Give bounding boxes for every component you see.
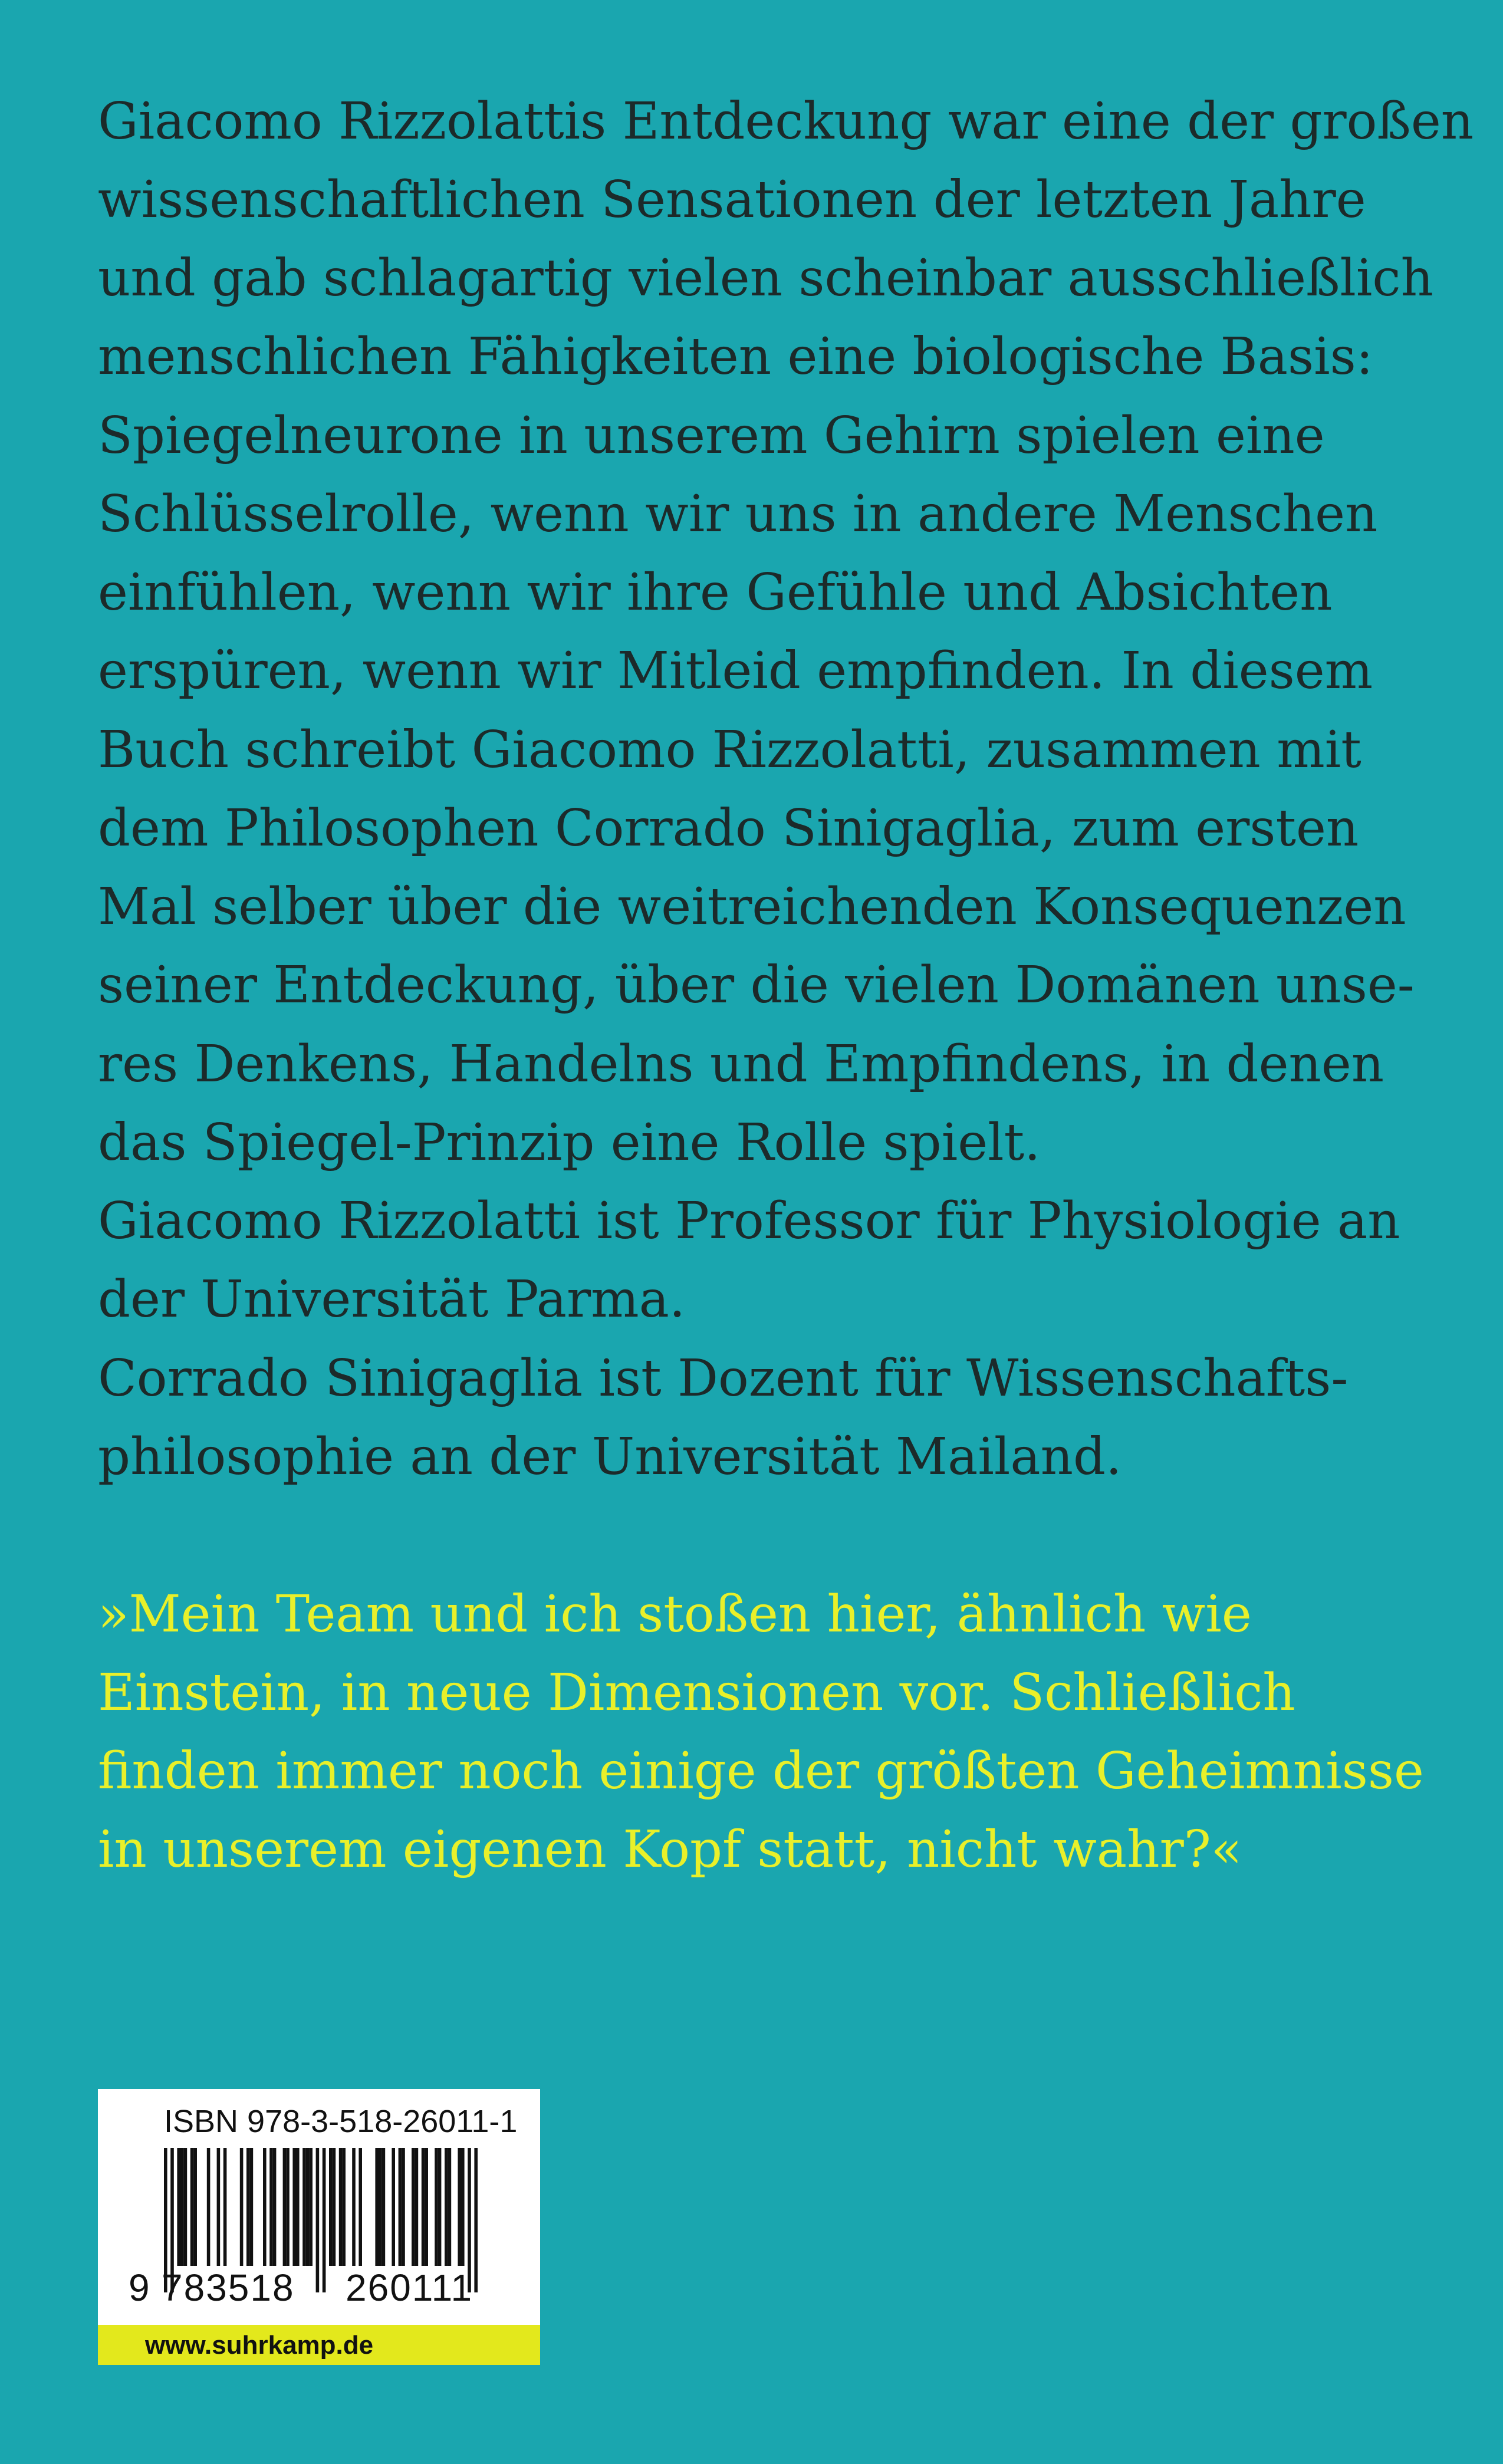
description-line-7: einfühlen, wenn wir ihre Gefühle und Absichten [98, 563, 1333, 622]
author-bio-line-3: Corrado Sinigaglia ist Dozent für Wissenschafts- [98, 1349, 1349, 1408]
description-line-2: wissenschaftlichen Sensationen der letzten Jahre [98, 170, 1366, 229]
barcode-bar [306, 2148, 310, 2266]
barcode-bar [263, 2148, 267, 2266]
barcode-bar [402, 2148, 405, 2266]
barcode-bar [240, 2148, 244, 2266]
barcode-bar [458, 2148, 461, 2266]
quote-line-4: in unserem eigenen Kopf statt, nicht wahr?« [98, 1820, 1242, 1879]
description-line-10: dem Philosophen Corrado Sinigaglia, zum ersten [98, 799, 1359, 858]
barcode-bar [392, 2148, 395, 2266]
barcode-bar [269, 2148, 273, 2266]
barcode-bar [415, 2148, 419, 2266]
barcode-bar [296, 2148, 300, 2266]
description-line-6: Schlüsselrolle, wenn wir uns in andere Menschen [98, 485, 1378, 544]
author-bio-line-2: der Universität Parma. [98, 1270, 686, 1329]
barcode-bar [382, 2148, 386, 2266]
barcode-bar [286, 2148, 290, 2266]
barcode-bar [339, 2148, 343, 2266]
barcode-bar [180, 2148, 184, 2266]
description-line-5: Spiegelneurone in unserem Gehirn spielen eine [98, 406, 1325, 465]
barcode-bar [435, 2148, 438, 2266]
barcode-bar [352, 2148, 356, 2266]
barcode-bar [292, 2148, 296, 2266]
description-line-11: Mal selber über die weitreichenden Konsequenzen [98, 877, 1406, 936]
barcode-bar [273, 2148, 277, 2266]
barcode-digits-right: 260111 [346, 2266, 473, 2309]
description-line-4: menschlichen Fähigkeiten eine biologische Basis: [98, 327, 1373, 386]
author-bio-line-4: philosophie an der Universität Mailand. [98, 1427, 1122, 1486]
barcode-bar [177, 2148, 180, 2266]
barcode-bar [193, 2148, 197, 2266]
barcode-bar [333, 2148, 336, 2266]
quote-line-3: finden immer noch einige der größten Geheimnisse [98, 1742, 1424, 1801]
barcode-bar [190, 2148, 194, 2266]
description-line-3: und gab schlagartig vielen scheinbar ausschließlich [98, 249, 1433, 308]
barcode-bar [250, 2148, 254, 2266]
barcode-bar [438, 2148, 442, 2266]
barcode-bar [246, 2148, 250, 2266]
author-bio-line-1: Giacomo Rizzolatti ist Professor für Physiologie an [98, 1192, 1400, 1251]
barcode-bar [359, 2148, 362, 2266]
description-line-8: erspüren, wenn wir Mitleid empfinden. In diesem [98, 642, 1373, 700]
barcode-bar [445, 2148, 448, 2266]
barcode-bar [425, 2148, 428, 2266]
barcode-guard-bar [323, 2148, 326, 2292]
publisher-url[interactable]: www.suhrkamp.de [145, 2331, 374, 2360]
barcode-bar [223, 2148, 227, 2266]
barcode-bar [422, 2148, 425, 2266]
publisher-strip [98, 2325, 540, 2365]
barcode-bar [448, 2148, 452, 2266]
quote-line-2: Einstein, in neue Dimensionen vor. Schließlich [98, 1663, 1295, 1722]
barcode-bar [412, 2148, 415, 2266]
barcode-digits-left: 783518 [162, 2266, 295, 2309]
barcode-bar [399, 2148, 402, 2266]
description-line-1: Giacomo Rizzolattis Entdeckung war eine der großen [98, 92, 1474, 151]
isbn-barcode-box [98, 2089, 540, 2365]
barcode-bar [302, 2148, 306, 2266]
barcode-bar [283, 2148, 287, 2266]
description-line-13: res Denkens, Handelns und Empfindens, in denen [98, 1035, 1384, 1094]
quote-line-1: »Mein Team und ich stoßen hier, ähnlich wie [98, 1585, 1252, 1644]
barcode-bar [184, 2148, 188, 2266]
description-line-9: Buch schreibt Giacomo Rizzolatti, zusammen mit [98, 721, 1361, 779]
barcode-bar [461, 2148, 465, 2266]
barcode-guard-bar [474, 2148, 478, 2292]
barcode-bar [329, 2148, 333, 2266]
barcode-bar [342, 2148, 346, 2266]
barcode-guard-bar [316, 2148, 320, 2292]
barcode-bar [309, 2148, 313, 2266]
description-line-14: das Spiegel-Prinzip eine Rolle spielt. [98, 1113, 1041, 1172]
isbn-label: ISBN 978-3-518-26011-1 [164, 2104, 518, 2139]
barcode-bar [375, 2148, 379, 2266]
barcode-digit-first: 9 [129, 2266, 150, 2309]
barcode-bar [217, 2148, 221, 2266]
barcode-bar [379, 2148, 382, 2266]
description-line-12: seiner Entdeckung, über die vielen Domänen unse- [98, 956, 1415, 1015]
barcode-bar [207, 2148, 211, 2266]
